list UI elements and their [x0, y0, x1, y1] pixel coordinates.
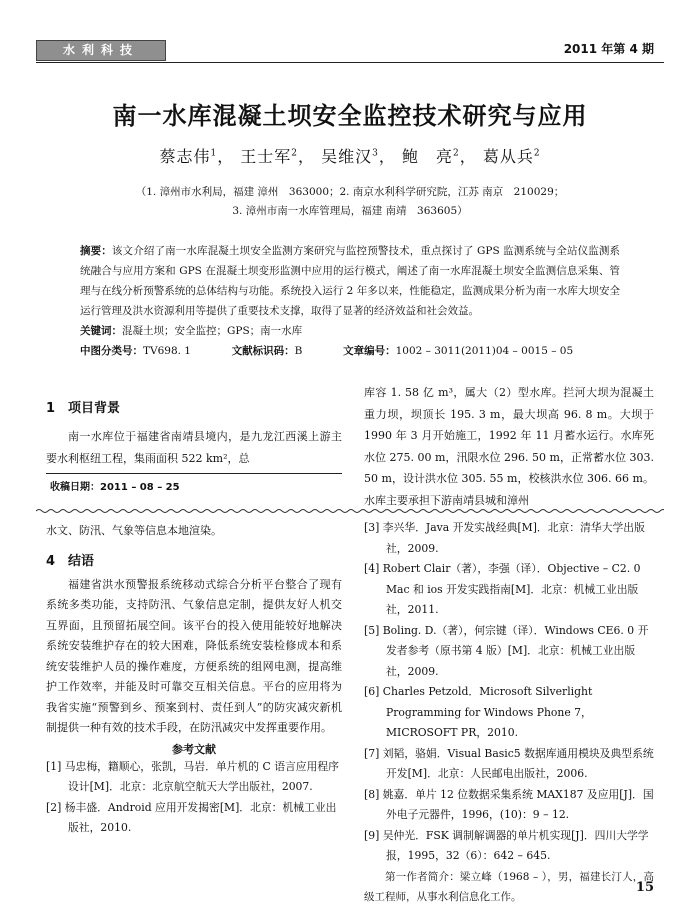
page-number: 15 [635, 880, 654, 895]
right-column-bottom [364, 518, 654, 907]
reference-item: [1] 马忠梅，籍顺心，张凯，马岩．单片机的 C 语言应用程序设计[M]．北京：北京航空航天大学出版社，2007. [46, 759, 339, 793]
section-1-para: 南一水库位于福建省南靖县境内，是九龙江西溪上游主要水利枢纽工程，集雨面积 522 km²，总 [46, 430, 342, 465]
reference-item: [3] 李兴华．Java 开发实战经典[M]．北京：清华大学出版社，2009. [364, 521, 645, 555]
header-rule [36, 62, 664, 63]
author: 吴维汉$^3$ [321, 147, 379, 166]
left-column-bottom [46, 520, 342, 839]
conclusion-para: 福建省洪水预警报系统移动式综合分析平台整合了现有系统多类功能，支持防汛、气象信息定制，提供友好人机交互界面，且预留拓展空间。该平台的投入使用能较好地解决系统安装维护存在的较大困难，降低系统安装检修成本和系统安装维护人员的操作难度，方便系统的组网电测，提高维护工作效率，并能及时可靠交互相关信息。平台的应用将为我省实施“预警到乡、预案到村、责任到人”的防灾减灾新机制提供一种有效的技术手段，在防汛减灾中发挥重要作用。 [46, 577, 342, 734]
right-column-para: 库容 1. 58 亿 m³，属大（2）型水库。拦河大坝为混凝土重力坝，坝顶长 195. 3 m，最大坝高 96. 8 m。大坝于 1990 年 3 月开始施工，1992 年 11 月蓄水运行。水库死水位 275. 00 m，汛限水位 296. 50 m，正常蓄水位 303. 50 m，设计洪水位 305. 55 m，校核洪水位 306. 66 m。水库主要承担下游南靖县城和漳州 [364, 386, 654, 507]
reference-item: [4] Robert Clair（著），李强（译）．Objective – C2. 0 Mac 和 ios 开发实践指南[M]．北京：机械工业出版社，2011. [364, 562, 641, 616]
reference-item: [7] 刘韬，骆娟．Visual Basic5 数据库通用模块及典型系统开发[M]．北京：人民邮电出版社，2006. [364, 746, 654, 780]
affiliation-line-2: 3. 漳州市南一水库管理局，福建 南靖 363605） [232, 205, 468, 217]
paper-title: 南一水库混凝土坝安全监控技术研究与应用 [112, 102, 588, 130]
reference-item: [2] 杨丰盛．Android 应用开发揭密[M]．北京：机械工业出版社，2010. [46, 800, 337, 834]
wave-divider [36, 508, 664, 514]
reference-item: [8] 姚嘉．单片 12 位数据采集系统 MAX187 及应用[J]．国外电子元器件，1996，(10)：9 – 12. [364, 787, 654, 821]
classification-line: 中图分类号：TV698. 1 文献标识码：B 文章编号：1002 – 3011(2011)04 – 0015 – 05 [80, 345, 574, 357]
footnote-rule [46, 473, 342, 474]
reference-item: [5] Boling. D.（著），何宗键（译）．Windows CE6. 0 开发者参考（原书第 4 版）[M]．北京：机械工业出版社，2009. [364, 623, 649, 678]
conclusion-heading: 4 结语 [46, 553, 95, 569]
section-1 [46, 397, 342, 469]
continued-text: 水文、防汛、气象等信息本地渲染。 [46, 524, 222, 537]
received-date: 收稿日期：2011 – 08 – 25 [50, 482, 180, 493]
section-tag: 水利科技 [36, 40, 166, 61]
author: 鲍 亮$^2$ [401, 147, 460, 166]
author: 蔡志伟$^1$ [159, 147, 218, 166]
references-heading: 参考文献 [172, 742, 216, 756]
abstract [80, 241, 620, 361]
section-heading: 1 项目背景 [46, 401, 121, 416]
author-note: 第一作者简介：梁立峰（1968 – ），男，福建长汀人，高级工程师，从事水利信息化工作。 [364, 870, 654, 903]
reference-item: [9] 吴仲光．FSK 调制解调器的单片机实现[J]．四川大学学报，1995，32（6）：642 – 645. [364, 828, 649, 862]
author: 葛从兵$^2$ [482, 147, 541, 166]
reference-item: [6] Charles Petzold．Microsoft Silverlight Programming for Windows Phone 7，MICROSOFT PR，2010. [364, 685, 593, 739]
keywords: 关键词：混凝土坝；安全监控；GPS；南一水库 [80, 325, 303, 337]
issue-label: 2011 年第 4 期 [563, 42, 654, 56]
abstract-text: 摘要：该文介绍了南一水库混凝土坝安全监测方案研究与监控预警技术，重点探讨了 GPS 监测系统与全站仪监测系统融合与应用方案和 GPS 在混凝土坝变形监测中应用的运行模式，阐述了南一水库混凝土坝安全监测信息采集、管理与在线分析预警系统的总体结构与功能。系统投入运行 2 年多以来，性能稳定，监测成果分析为南一水库大坝安全运行管理及洪水资源利用等提供了重要技术支撑，取得了显著的经济效益和社会效益。 [80, 245, 621, 317]
author: 王士军$^2$ [240, 147, 299, 166]
author-list: 蔡志伟$^1$， 王士军$^2$， 吴维汉$^3$， 鲍 亮$^2$， 葛从兵$^2$ [159, 147, 541, 166]
affiliation-line-1: （1. 漳州市水利局，福建 漳州 363000；2. 南京水利科学研究院，江苏 南京 210029； [135, 186, 565, 198]
